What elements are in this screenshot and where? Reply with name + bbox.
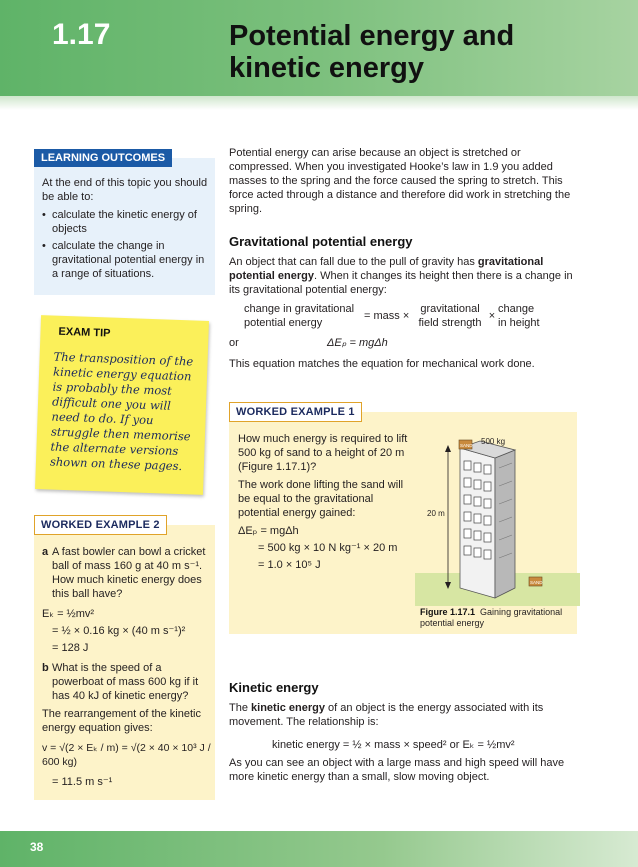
topic-number: 1.17 <box>52 18 111 51</box>
mass-label: 500 kg <box>481 437 506 446</box>
we2-b-question: What is the speed of a powerboat of mass 600 kg if it has 40 kJ of kinetic energy? <box>52 662 199 702</box>
gpe-para-bold: gravitational potential energy <box>229 256 544 282</box>
worked-example-1-title: WORKED EXAMPLE 1 <box>229 402 362 422</box>
kinetic-equation: kinetic energy = ½ × mass × speed² or Eₖ = ½mv² <box>272 739 515 751</box>
we2-a-line3: = 128 J <box>52 642 89 654</box>
we2-part-a <box>42 545 214 601</box>
header-fade <box>0 96 638 110</box>
height-arrow-up <box>445 445 451 452</box>
we1-line3: = 1.0 × 10⁵ J <box>258 559 321 571</box>
word-eq-times: × <box>488 310 496 322</box>
sand-label-top: SAND <box>460 443 473 448</box>
word-eq-mass: = mass × <box>364 310 410 322</box>
kinetic-para-bold: kinetic energy <box>251 702 325 714</box>
figure-building <box>415 428 580 606</box>
word-eq-g <box>414 302 486 330</box>
we2-b-formula: v = √(2 × Eₖ / m) = √(2 × 40 × 10³ J / 600 kg) <box>42 742 211 768</box>
intro-paragraph: Potential energy can arise because an object is stretched or compressed. When you investigated Hooke’s law in 1.9 you added masses to the spring and the force caused the spring to stretch. This force acted through a distance and therefore did work in stretching the spring. <box>229 147 571 215</box>
gpe-word-equation <box>244 302 584 330</box>
sand-label-bottom: SAND <box>530 580 543 585</box>
learning-outcome-item: • calculate the change in gravitational potential energy in a range of situations. <box>42 239 212 281</box>
gpe-matches: This equation matches the equation for mechanical work done. <box>229 358 535 370</box>
we2-a-line1: Eₖ = ½mv² <box>42 608 95 620</box>
we1-line2: = 500 kg × 10 N kg⁻¹ × 20 m <box>258 542 398 554</box>
title-line-2: kinetic energy <box>229 52 425 84</box>
gpe-heading: Gravitational potential energy <box>229 234 413 249</box>
worked-example-2-title: WORKED EXAMPLE 2 <box>34 515 167 535</box>
figure-caption-label: Figure 1.17.1 <box>420 607 476 617</box>
kinetic-para-end: of an object is the energy associated with its movement. The relationship is: <box>229 702 544 728</box>
word-eq-left-2: potential energy <box>244 317 323 329</box>
we2-b-label: b <box>42 662 49 674</box>
we2-b-text: The rearrangement of the kinetic energy equation gives: <box>42 708 201 734</box>
word-eq-left-1: change in gravitational <box>244 303 355 315</box>
we2-part-b <box>42 661 214 703</box>
learning-outcomes-title: LEARNING OUTCOMES <box>34 149 172 167</box>
learning-outcome-item: • calculate the kinetic energy of objects <box>42 208 212 236</box>
height-label: 20 m <box>427 509 445 518</box>
word-eq-h-2: in height <box>498 317 540 329</box>
we2-a-line2: = ½ × 0.16 kg × (40 m s⁻¹)² <box>52 625 186 637</box>
word-eq-g-1: gravitational <box>420 303 480 315</box>
word-eq-h <box>498 302 540 330</box>
figure-caption <box>420 607 580 629</box>
worked-example-2-box <box>34 519 215 800</box>
page-title <box>229 20 589 84</box>
exam-tip-title: EXAM TIP <box>58 325 111 340</box>
gpe-para-start: An object that can fall due to the pull of gravity has <box>229 256 478 268</box>
we2-a-question: A fast bowler can bowl a cricket ball of mass 160 g at 40 m s⁻¹. How much kinetic energy does this ball have? <box>52 546 206 600</box>
kinetic-heading: Kinetic energy <box>229 680 319 695</box>
figure-caption-text: Gaining gravitational potential energy <box>420 607 563 628</box>
kinetic-paragraph <box>229 701 581 729</box>
page-number: 38 <box>30 840 44 854</box>
title-line-1: Potential energy and <box>229 20 515 52</box>
learning-outcomes-intro: At the end of this topic you should be able to: <box>42 177 208 203</box>
we1-line1: ΔEₚ = mgΔh <box>238 525 299 537</box>
we1-question: How much energy is required to lift 500 kg of sand to a height of 20 m (Figure 1.17.1)? <box>238 433 408 473</box>
learning-outcomes-box <box>34 152 215 295</box>
word-eq-h-1: change <box>498 303 535 315</box>
word-eq-left <box>244 302 364 330</box>
learning-outcomes-list <box>42 208 212 281</box>
exam-tip-text: The transposition of the kinetic energy equation is probably the most difficult one you will need to do. If you struggle then memorise the alternate versions shown on these pages. <box>49 349 194 474</box>
gpe-para-end: . When it changes its height then there is a change in its gravitational potential energy: <box>229 270 573 296</box>
kinetic-closing: As you can see an object with a large mass and high speed will have more kinetic energy than a small, slow moving object. <box>229 757 565 783</box>
word-eq-g-2: field strength <box>418 317 482 329</box>
gpe-symbol-equation: ΔEₚ = mgΔh <box>327 337 388 349</box>
kinetic-para-start: The <box>229 702 252 714</box>
gpe-paragraph <box>229 255 581 297</box>
footer-band <box>0 831 638 867</box>
gpe-or: or <box>229 337 239 349</box>
we2-a-label: a <box>42 546 49 558</box>
we2-b-result: = 11.5 m s⁻¹ <box>52 776 113 788</box>
building-side <box>495 450 515 598</box>
exam-tip-note <box>35 315 209 495</box>
we1-answer: The work done lifting the sand will be equal to the gravitational potential energy gained: <box>238 479 404 519</box>
